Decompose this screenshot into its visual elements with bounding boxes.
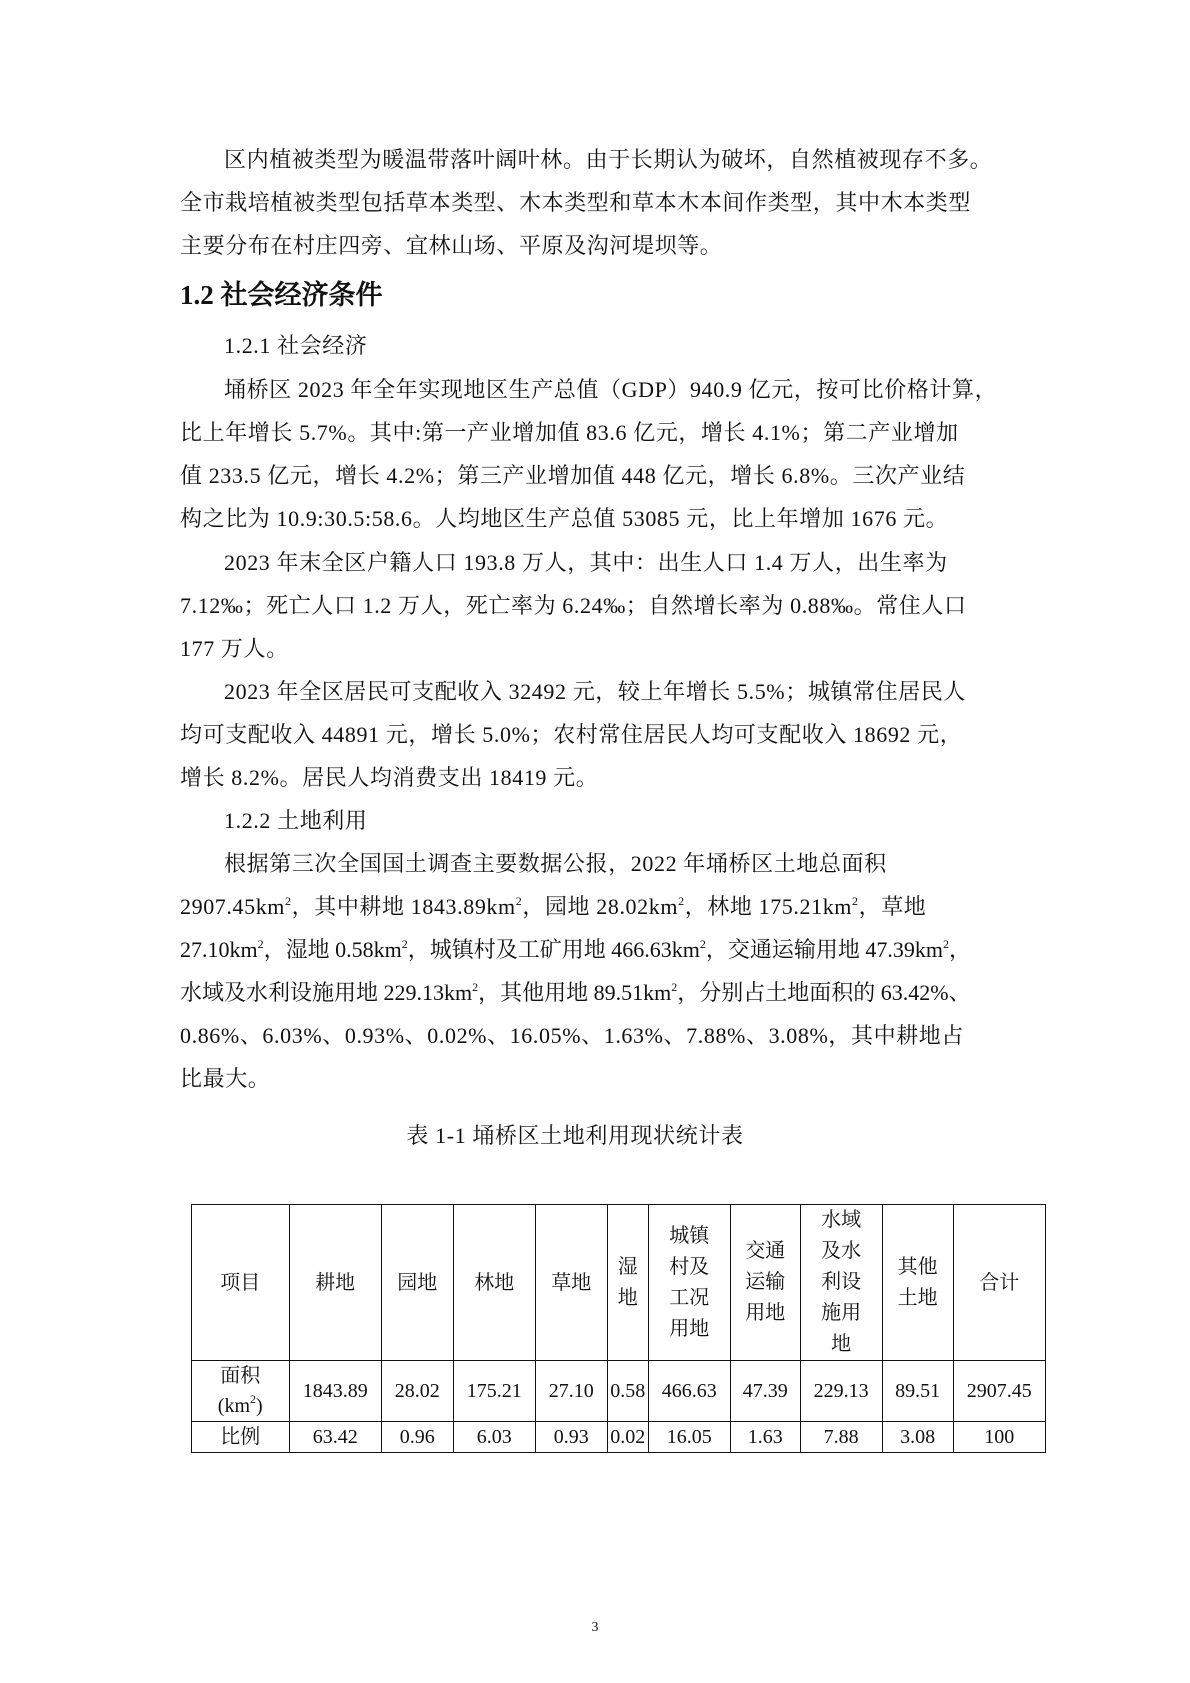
row-label-cell [192, 1361, 290, 1422]
subsection-heading: 1.2.2 土地利用 [224, 808, 368, 833]
table-cell: 0.93 [535, 1422, 607, 1453]
superscript: 2 [515, 894, 523, 908]
text-line: 埇桥区 2023 年全年实现地区生产总值（GDP）940.9 亿元，按可比价格计算， [224, 377, 998, 402]
text-line: 全市栽培植被类型包括草本类型、木本类型和草本木本间作类型，其中木本类型 [180, 190, 972, 215]
text-line: 均可支配收入 44891 元，增长 5.0%；农村常住居民人均可支配收入 18692 元， [180, 722, 963, 747]
page-number: 3 [591, 1620, 599, 1635]
superscript: 2 [699, 937, 706, 951]
unit-label [194, 1391, 287, 1421]
text-segment: ， [949, 937, 972, 962]
superscript: 2 [678, 894, 685, 908]
land-use-table [191, 1204, 1046, 1453]
text-segment: ，其他用地 89.51km [478, 980, 672, 1005]
superscript: 2 [943, 937, 949, 951]
table-cell: 229.13 [800, 1361, 882, 1422]
unit-text: (km [217, 1395, 251, 1417]
section-heading: 1.2 社会经济条件 [180, 280, 383, 310]
table-cell: 0.58 [607, 1361, 648, 1422]
text-segment: ，草地 [858, 894, 927, 919]
header-label: 林地 [474, 1271, 515, 1294]
text-line: 177 万人。 [180, 636, 289, 661]
text-segment: 27.10km [180, 937, 258, 962]
unit-text: ) [256, 1395, 263, 1417]
superscript: 2 [285, 894, 292, 908]
header-cell [953, 1205, 1045, 1361]
table-cell: 466.63 [648, 1361, 730, 1422]
header-label: 项目 [220, 1271, 261, 1294]
superscript: 2 [401, 937, 408, 951]
text-line: 比最大。 [180, 1066, 271, 1091]
header-cell [289, 1205, 381, 1361]
text-line: 7.12‰；死亡人口 1.2 万人，死亡率为 6.24‰；自然增长率为 0.88‰。常住人口 [180, 593, 967, 618]
text-segment: 水域及水利设施用地 229.13km [180, 980, 473, 1005]
table-header-row [192, 1205, 1046, 1361]
table-cell: 0.96 [381, 1422, 453, 1453]
superscript: 2 [257, 937, 264, 951]
table-cell: 28.02 [381, 1361, 453, 1422]
header-label: 其他土地 [897, 1255, 938, 1309]
header-cell [800, 1205, 882, 1361]
header-label: 草地 [551, 1271, 592, 1294]
table-cell: 100 [953, 1422, 1045, 1453]
text-segment: ，其中耕地 1843.89km [291, 894, 516, 919]
table-cell: 16.05 [648, 1422, 730, 1453]
text-line: 比上年增长 5.7%。其中:第一产业增加值 83.6 亿元，增长 4.1%；第二产业增加 [180, 420, 959, 445]
table-cell: 3.08 [882, 1422, 953, 1453]
text-line [180, 893, 1010, 921]
header-cell [730, 1205, 800, 1361]
text-line: 2023 年末全区户籍人口 193.8 万人，其中：出生人口 1.4 万人，出生率为 [224, 550, 948, 575]
table-row-ratio [192, 1422, 1046, 1453]
header-label: 水域及水利设施用地 [821, 1209, 862, 1355]
text-segment: ，湿地 0.58km [263, 937, 402, 962]
text-segment: 2907.45km [180, 894, 286, 919]
text-line: 构之比为 10.9:30.5:58.6。人均地区生产总值 53085 元，比上年增加 1676 元。 [180, 506, 949, 531]
text-line: 区内植被类型为暖温带落叶阔叶林。由于长期认为破坏，自然植被现存不多。 [224, 147, 993, 172]
table-cell: 1.63 [730, 1422, 800, 1453]
header-label: 湿地 [617, 1255, 638, 1309]
table-cell: 6.03 [453, 1422, 535, 1453]
subsection-heading: 1.2.1 社会经济 [224, 333, 368, 358]
table-cell: 47.39 [730, 1361, 800, 1422]
header-cell [607, 1205, 648, 1361]
text-line: 0.86%、6.03%、0.93%、0.02%、16.05%、1.63%、7.88%、3.08%，其中耕地占 [180, 1023, 965, 1048]
row-label-cell: 比例 [192, 1422, 290, 1453]
table-row-area [192, 1361, 1046, 1422]
table-cell: 63.42 [289, 1422, 381, 1453]
header-label: 耕地 [315, 1271, 356, 1294]
text-segment: ，园地 28.02km [522, 894, 679, 919]
header-cell [192, 1205, 290, 1361]
table-cell: 0.02 [607, 1422, 648, 1453]
table-cell: 2907.45 [953, 1361, 1045, 1422]
text-line: 2023 年全区居民可支配收入 32492 元，较上年增长 5.5%；城镇常住居民人 [224, 679, 967, 704]
text-line: 根据第三次全国国土调查主要数据公报，2022 年埇桥区土地总面积 [224, 851, 887, 876]
text-line [180, 936, 1010, 964]
header-label: 合计 [979, 1271, 1020, 1294]
table-cell: 1843.89 [289, 1361, 381, 1422]
text-segment: ，城镇村及工矿用地 466.63km [407, 937, 700, 962]
row-label: 面积 [220, 1365, 261, 1387]
header-cell [453, 1205, 535, 1361]
header-cell [535, 1205, 607, 1361]
header-label: 交通运输用地 [745, 1240, 786, 1324]
text-line: 值 233.5 亿元，增长 4.2%；第三产业增加值 448 亿元，增长 6.8%。三次产业结 [180, 463, 966, 488]
header-cell [882, 1205, 953, 1361]
table-cell: 175.21 [453, 1361, 535, 1422]
header-cell [648, 1205, 730, 1361]
caption-text: 表 1-1 埇桥区土地利用现状统计表 [406, 1123, 744, 1148]
superscript: 2 [250, 1392, 257, 1406]
text-segment: ，林地 175.21km [684, 894, 852, 919]
text-segment: ，交通运输用地 47.39km [705, 937, 943, 962]
superscript: 2 [472, 980, 479, 994]
text-line: 主要分布在村庄四旁、宜林山场、平原及沟河堤坝等。 [180, 233, 723, 258]
superscript: 2 [671, 980, 678, 994]
header-cell [381, 1205, 453, 1361]
table-caption [0, 1122, 1190, 1150]
text-line: 增长 8.2%。居民人均消费支出 18419 元。 [180, 765, 599, 790]
table-cell: 27.10 [535, 1361, 607, 1422]
table-cell: 7.88 [800, 1422, 882, 1453]
text-segment: ，分别占土地面积的 63.42%、 [677, 980, 971, 1005]
header-label: 园地 [397, 1271, 438, 1294]
table-cell: 89.51 [882, 1361, 953, 1422]
header-label: 城镇村及工况用地 [669, 1224, 710, 1340]
text-line [180, 979, 1010, 1007]
superscript: 2 [852, 894, 859, 908]
